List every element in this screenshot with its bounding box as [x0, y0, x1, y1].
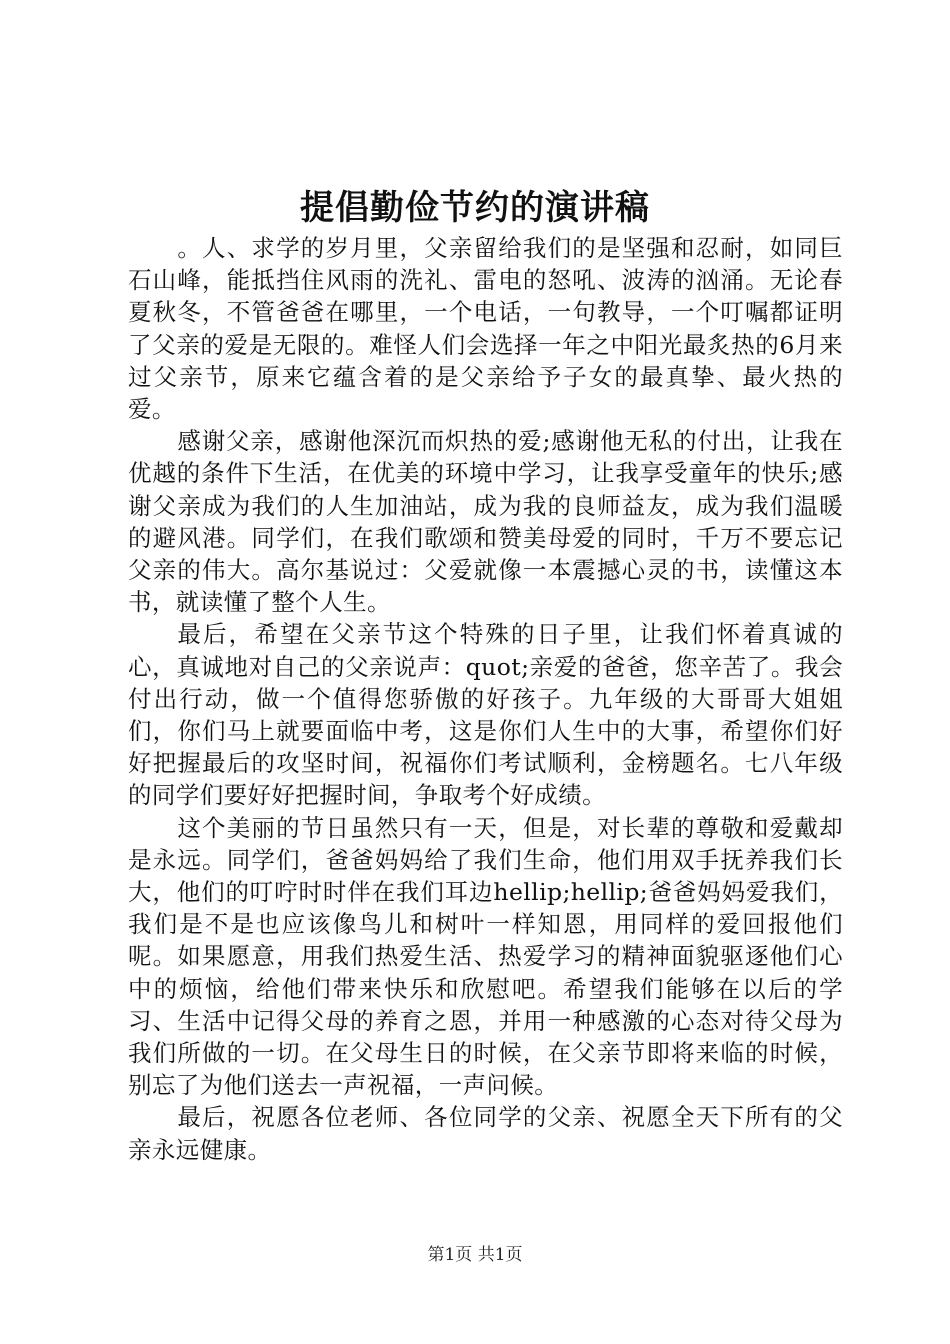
page-footer: 第1页 共1页 [427, 1245, 523, 1265]
paragraph-5: 最后，祝愿各位老师、各位同学的父亲、祝愿全天下所有的父亲永远健康。 [128, 1103, 843, 1164]
paragraph-3: 最后，希望在父亲节这个特殊的日子里，让我们怀着真诚的心，真诚地对自己的父亲说声：quot;亲爱的爸爸，您辛苦了。我会付出行动，做一个值得您骄傲的好孩子。九年级的大哥哥大姐姐们，你们马上就要面临中考，这是你们人生中的大事，希望你们好好把握最后的攻坚时间，祝福你们考试顺利，金榜题名。七八年级的同学们要好好把握时间，争取考个好成绩。 [128, 620, 843, 810]
paragraph-1: 。人、求学的岁月里，父亲留给我们的是坚强和忍耐，如同巨石山峰，能抵挡住风雨的洗礼、雷电的怒吼、波涛的汹涌。无论春夏秋冬，不管爸爸在哪里，一个电话，一句教导，一个叮嘱都证明了父亲的爱是无限的。难怪人们会选择一年之中阳光最炙热的6月来过父亲节，原来它蕴含着的是父亲给予子女的最真挚、最火热的爱。 [128, 234, 843, 424]
paragraph-4: 这个美丽的节日虽然只有一天，但是，对长辈的尊敬和爱戴却是永远。同学们，爸爸妈妈给了我们生命，他们用双手抚养我们长大，他们的叮咛时时伴在我们耳边hellip;hellip;爸爸妈妈爱我们，我们是不是也应该像鸟儿和树叶一样知恩，用同样的爱回报他们呢。如果愿意，用我们热爱生活、热爱学习的精神面貌驱逐他们心中的烦恼，给他们带来快乐和欣慰吧。希望我们能够在以后的学习、生活中记得父母的养育之恩，并用一种感激的心态对待父母为我们所做的一切。在父母生日的时候，在父亲节即将来临的时候，别忘了为他们送去一声祝福，一声问候。 [128, 813, 843, 1100]
document-body [128, 232, 843, 1166]
document-title: 提倡勤俭节约的演讲稿 [300, 188, 650, 228]
paragraph-2: 感谢父亲，感谢他深沉而炽热的爱;感谢他无私的付出，让我在优越的条件下生活，在优美的环境中学习，让我享受童年的快乐;感谢父亲成为我们的人生加油站，成为我的良师益友，成为我们温暖的避风港。同学们，在我们歌颂和赞美母爱的同时，千万不要忘记父亲的伟大。高尔基说过：父爱就像一本震撼心灵的书，读懂这本书，就读懂了整个人生。 [128, 427, 843, 617]
